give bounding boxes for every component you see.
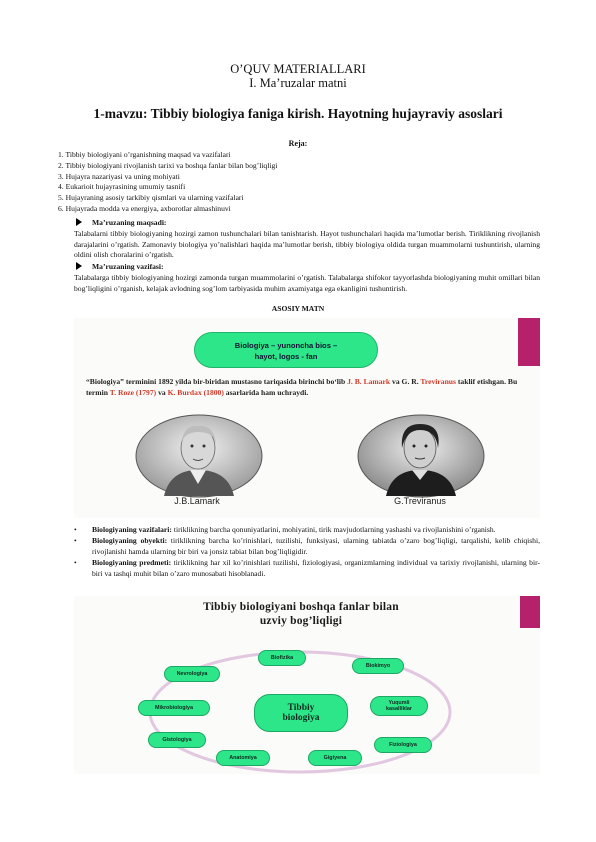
slide-biology-term bbox=[74, 318, 540, 518]
list-item-text: tiriklikning barcha ko’rinishlari, tuzilishi, funksiyasi, ularning tabiatda o’zaro bog’liqligi, tarqalishi, kelib chiqishi, rivojlanishi hamda ularning bir biri va jonsiz tabiat bilan bog’liqligidir. bbox=[92, 536, 540, 557]
arrow-right-icon bbox=[76, 218, 82, 226]
topic-title: 1-mavzu: Tibbiy biologiya faniga kirish. Hayotning hujayraviy asoslari bbox=[93, 106, 503, 121]
slide-title-line: uzviy bog’liqligi bbox=[259, 615, 343, 627]
center-node-label: biologiya bbox=[282, 713, 320, 723]
list-item-text: tiriklikning har xil ko’rinishlari tuzilishi, fiziologiyasi, organizmlarning individual va tarixiy rivojlanishi, ularning bir-biri va tashqi muhit bilan o’zaro munosabati hisoblanadi. bbox=[92, 558, 540, 579]
term-history-text bbox=[86, 377, 530, 399]
task-heading-row bbox=[74, 262, 540, 273]
center-node-label: Tibbiy bbox=[287, 702, 315, 713]
text-fragment: “Biologiya” terminini 1892 yilda bir-biridan mustasno tariqasida birinchi bo‘lib bbox=[86, 377, 348, 386]
task-heading: Ma’ruzaning vazifasi: bbox=[92, 262, 164, 271]
node-anatomiya: Anatomiya bbox=[216, 750, 270, 766]
plan-item: 5. Hujayraning asosiy tarkibiy qismlari va ularning vazifalari bbox=[58, 193, 244, 203]
connection-ring bbox=[74, 596, 540, 774]
task-section bbox=[74, 262, 540, 294]
node-label: Nevrologiya bbox=[176, 671, 208, 677]
portrait-caption-lamark: J.B.Lamark bbox=[174, 496, 220, 506]
slide-related-sciences bbox=[74, 596, 540, 774]
definition-pill bbox=[194, 332, 378, 368]
plan-item: 6. Hujayrada modda va energiya, axborotlar almashinuvi bbox=[58, 203, 231, 213]
plan-item: 2. Tibbiy biologiyani rivojlanish tarixi va boshqa fanlar bilan bog’liqligi bbox=[58, 160, 278, 170]
node-nevrologiya bbox=[164, 666, 220, 682]
list-item-term: Biologiyaning obyekti: bbox=[92, 536, 168, 546]
node-label: Yuqumli bbox=[388, 700, 410, 706]
biology-definitions-list bbox=[74, 525, 540, 580]
plan-item: 3. Hujayra nazariyasi va uning mohiyati bbox=[58, 171, 180, 181]
main-text-heading: ASOSIY MATN bbox=[271, 304, 325, 313]
list-item bbox=[74, 558, 540, 580]
arrow-right-icon bbox=[76, 262, 82, 270]
name-highlight: K. Burdax (1800) bbox=[167, 387, 224, 397]
portrait-caption-treviranus: G.Treviranus bbox=[394, 496, 446, 506]
document-title: O’QUV MATERIALLARI bbox=[230, 62, 366, 76]
name-highlight: Treviranus bbox=[420, 377, 456, 386]
definition-line: Biologiya – yunoncha bios – bbox=[234, 341, 338, 350]
text-fragment: taklif etishgan. Bu termin bbox=[86, 377, 518, 397]
list-item-text: tiriklikning barcha qonuniyatlarini, mohiyatini, tirik mavjudotlarning yashashi va rivojlanishini o’rganish. bbox=[171, 525, 496, 534]
plan-list bbox=[58, 150, 277, 215]
plan-item: 4. Eukarioit hujayrasining umumiy tasnifi bbox=[58, 182, 186, 192]
node-gigiyena: Gigiyena bbox=[308, 750, 362, 766]
task-text: Talabalarga tibbiy biologiyaning hozirgi zamonda turgan muammolarini o’rgatish. Talabalarga shifokor tayyorlashda biologiyaning muhit omillari bilan bog’liqligini o’rganish, kelajak avlodning sog’lom tarbiyasida muhim axamiyatga ega ekanligini tushuntirish. bbox=[74, 272, 540, 293]
goal-text: Talabalarni tibbiy biologiyaning hozirgi zamon tushunchalari bilan tanishtarish. Hayot tushunchalari haqida ma’lumotlar berish. Tiriklikning rivojlanish darajalarini o’rgatish. Zamonaviy biologiya yo’nalishlari haqida ma’lumotlar berish, tibbiy biologiya oldida turgan muammolarni tushuntirish, ularning oldini olish choralarini o’rgatish. bbox=[74, 228, 540, 260]
list-item bbox=[74, 525, 540, 536]
list-item-term: Biologiyaning vazifalari: bbox=[92, 525, 172, 534]
goal-section bbox=[74, 218, 540, 261]
node-gistologiya: Gistologiya bbox=[148, 732, 206, 748]
definition-line: hayot, logos - fan bbox=[254, 352, 318, 361]
node-biofizika: Biofizika bbox=[258, 650, 306, 666]
center-node-tibbiy-biologiya bbox=[254, 694, 348, 732]
document-subtitle: I. Ma’ruzalar matni bbox=[249, 76, 347, 90]
goal-heading-row bbox=[74, 218, 540, 229]
node-mikrobiologiya: Mikrobiologiya bbox=[138, 700, 210, 716]
node-fiziologiya: Fiziologiya bbox=[374, 737, 432, 753]
node-biokimyo: Biokimyo bbox=[352, 658, 404, 674]
list-item-term: Biologiyaning predmeti: bbox=[92, 558, 172, 568]
node-yuqumli-kasalliklar bbox=[370, 696, 428, 716]
plan-heading: Reja: bbox=[288, 139, 308, 148]
name-highlight: J. B. Lamark bbox=[347, 377, 391, 386]
list-item bbox=[74, 536, 540, 558]
goal-heading: Ma’ruzaning maqsadi: bbox=[92, 218, 167, 227]
node-label: kasalliklar bbox=[385, 706, 413, 712]
text-fragment: va G. R. bbox=[390, 377, 421, 386]
slide-accent-bar bbox=[518, 318, 540, 366]
portrait-treviranus bbox=[356, 414, 486, 498]
text-fragment: va bbox=[156, 387, 168, 397]
text-fragment: asarlarida ham uchraydi. bbox=[223, 387, 309, 397]
plan-item: 1. Tibbiy biologiyani o’rganishning maqsad va vazifalari bbox=[58, 150, 231, 159]
portrait-lamark bbox=[134, 414, 264, 498]
slide-title-line: Tibbiy biologiyani boshqa fanlar bilan bbox=[203, 601, 399, 613]
name-highlight: T. Roze (1797) bbox=[109, 387, 157, 397]
